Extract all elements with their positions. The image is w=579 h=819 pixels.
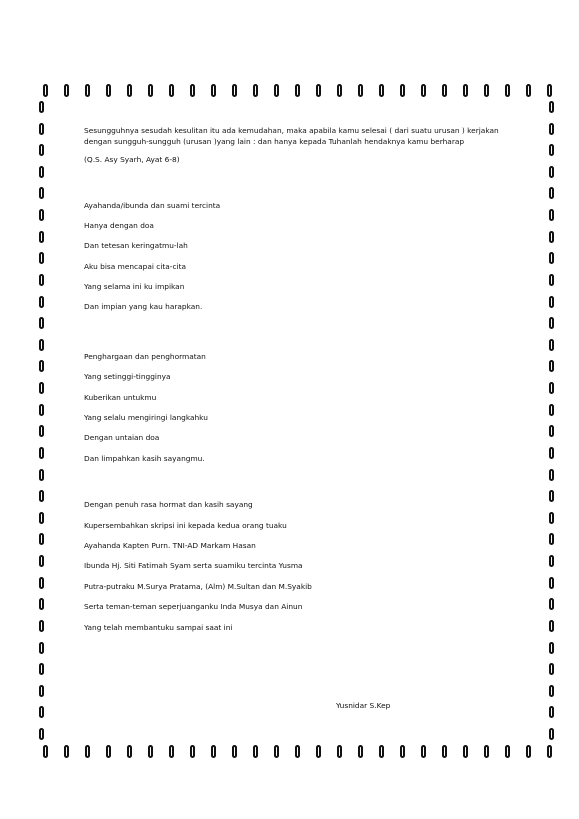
paperclip-icon: [484, 745, 489, 758]
paperclip-icon: [421, 84, 426, 97]
paperclip-icon: [274, 84, 279, 97]
paperclip-icon: [39, 404, 44, 416]
paperclip-icon: [39, 166, 44, 178]
paperclip-icon: [549, 663, 554, 675]
paperclip-icon: [169, 84, 174, 97]
paperclip-icon: [106, 745, 111, 758]
paperclip-icon: [549, 447, 554, 459]
paperclip-icon: [549, 382, 554, 394]
paperclip-icon: [549, 728, 554, 740]
paperclip-icon: [39, 274, 44, 286]
paperclip-icon: [463, 84, 468, 97]
paperclip-icon: [211, 84, 216, 97]
paperclip-icon: [442, 745, 447, 758]
paperclip-icon: [232, 745, 237, 758]
paperclip-icon: [127, 84, 132, 97]
paperclip-icon: [64, 745, 69, 758]
paperclip-icon: [39, 187, 44, 199]
stanza-line: Dengan untaian doa: [84, 433, 160, 443]
paperclip-icon: [43, 84, 48, 97]
paperclip-icon: [358, 84, 363, 97]
paperclip-icon: [400, 745, 405, 758]
paperclip-icon: [39, 577, 44, 589]
paperclip-icon: [547, 745, 552, 758]
paperclip-icon: [505, 745, 510, 758]
quote-reference: (Q.S. Asy Syarh, Ayat 6-8): [84, 155, 180, 164]
paperclip-icon: [484, 84, 489, 97]
paperclip-icon: [549, 512, 554, 524]
paperclip-icon: [316, 745, 321, 758]
paperclip-icon: [39, 663, 44, 675]
stanza-line: Dan limpahkan kasih sayangmu.: [84, 453, 205, 463]
stanza-line: Yang selalu mengiringi langkahku: [84, 413, 208, 423]
paperclip-icon: [85, 84, 90, 97]
paperclip-icon: [549, 274, 554, 286]
paperclip-icon: [549, 620, 554, 632]
stanza-line: Aku bisa mencapai cita-cita: [84, 261, 187, 271]
paperclip-icon: [232, 84, 237, 97]
paperclip-icon: [253, 84, 258, 97]
stanza-line: Ayahanda Kapten Purn. TNI-AD Markam Hasan: [84, 540, 256, 550]
paperclip-icon: [169, 745, 174, 758]
stanza-line: Yang telah membantuku sampai saat ini: [84, 622, 233, 632]
paperclip-icon: [400, 84, 405, 97]
paperclip-icon: [421, 745, 426, 758]
paperclip-icon: [39, 642, 44, 654]
stanza-line: Dan impian yang kau harapkan.: [84, 302, 203, 312]
paperclip-icon: [549, 231, 554, 243]
paperclip-icon: [253, 745, 258, 758]
stanza-3: [84, 500, 524, 643]
paperclip-icon: [549, 685, 554, 697]
paperclip-icon: [39, 231, 44, 243]
paperclip-icon: [39, 512, 44, 524]
paperclip-icon: [39, 382, 44, 394]
paperclip-icon: [549, 101, 554, 113]
stanza-line: Dan tetesan keringatmu-lah: [84, 241, 188, 251]
paperclip-icon: [39, 101, 44, 113]
paperclip-icon: [316, 84, 321, 97]
paperclip-icon: [39, 447, 44, 459]
stanza-line: Serta teman-teman seperjuanganku Inda Musya dan Ainun: [84, 602, 303, 612]
signature: Yusnidar S.Kep: [336, 701, 391, 710]
paperclip-icon: [39, 490, 44, 502]
paperclip-icon: [549, 252, 554, 264]
stanza-1: [84, 201, 524, 323]
paperclip-icon: [39, 144, 44, 156]
paperclip-icon: [379, 745, 384, 758]
paperclip-icon: [549, 490, 554, 502]
paperclip-icon: [549, 425, 554, 437]
paperclip-icon: [39, 296, 44, 308]
stanza-line: Ayahanda/ibunda dan suami tercinta: [84, 200, 221, 210]
paperclip-icon: [190, 84, 195, 97]
paperclip-icon: [39, 685, 44, 697]
paperclip-icon: [39, 360, 44, 372]
paperclip-icon: [549, 317, 554, 329]
paperclip-icon: [39, 598, 44, 610]
paperclip-icon: [549, 166, 554, 178]
paperclip-icon: [127, 745, 132, 758]
paperclip-icon: [211, 745, 216, 758]
stanza-line: Ibunda Hj. Siti Fatimah Syam serta suamiku tercinta Yusma: [84, 561, 303, 571]
paperclip-icon: [39, 123, 44, 135]
paperclip-icon: [549, 123, 554, 135]
paperclip-icon: [39, 533, 44, 545]
paperclip-icon: [549, 339, 554, 351]
paperclip-icon: [190, 745, 195, 758]
stanza-line: Kuberikan untukmu: [84, 392, 157, 402]
paperclip-icon: [337, 745, 342, 758]
paperclip-icon: [39, 317, 44, 329]
paperclip-icon: [549, 555, 554, 567]
paperclip-icon: [549, 577, 554, 589]
paperclip-icon: [549, 706, 554, 718]
paperclip-icon: [148, 745, 153, 758]
stanza-line: Hanya dengan doa: [84, 220, 154, 230]
paperclip-icon: [549, 642, 554, 654]
paperclip-icon: [85, 745, 90, 758]
stanza-line: Yang setinggi-tingginya: [84, 372, 171, 382]
paperclip-icon: [549, 187, 554, 199]
paperclip-icon: [337, 84, 342, 97]
paperclip-icon: [64, 84, 69, 97]
paperclip-icon: [379, 84, 384, 97]
stanza-line: Dengan penuh rasa hormat dan kasih sayang: [84, 500, 253, 510]
paperclip-icon: [43, 745, 48, 758]
stanza-line: Putra-putraku M.Surya Pratama, (Alm) M.Sultan dan M.Syakib: [84, 581, 312, 591]
paperclip-icon: [526, 84, 531, 97]
paperclip-icon: [39, 469, 44, 481]
paperclip-icon: [549, 296, 554, 308]
stanza-2: [84, 352, 524, 474]
dedication-body: [84, 126, 524, 643]
paperclip-icon: [505, 84, 510, 97]
quote-text: Sesungguhnya sesudah kesulitan itu ada kemudahan, maka apabila kamu selesai ( dari suatu urusan ) kerjakan dengan sungguh-sungguh (urusan )yang lain : dan hanya kepada Tuhanlah hendaknya kamu berharap: [84, 126, 499, 146]
paperclip-icon: [549, 598, 554, 610]
paperclip-icon: [549, 144, 554, 156]
paperclip-icon: [442, 84, 447, 97]
stanza-line: Kupersembahkan skripsi ini kepada kedua orang tuaku: [84, 520, 287, 530]
paperclip-icon: [549, 404, 554, 416]
paperclip-icon: [463, 745, 468, 758]
paperclip-icon: [549, 360, 554, 372]
paperclip-icon: [547, 84, 552, 97]
paperclip-icon: [549, 209, 554, 221]
paperclip-icon: [39, 252, 44, 264]
paperclip-icon: [39, 728, 44, 740]
paperclip-icon: [549, 469, 554, 481]
stanza-line: Penghargaan dan penghormatan: [84, 351, 206, 361]
stanza-line: Yang selama ini ku impikan: [84, 282, 185, 292]
paperclip-icon: [39, 706, 44, 718]
paperclip-icon: [39, 425, 44, 437]
paperclip-icon: [358, 745, 363, 758]
paperclip-icon: [549, 533, 554, 545]
paperclip-icon: [295, 84, 300, 97]
paperclip-icon: [39, 339, 44, 351]
paperclip-icon: [274, 745, 279, 758]
paperclip-icon: [148, 84, 153, 97]
paperclip-icon: [295, 745, 300, 758]
paperclip-icon: [526, 745, 531, 758]
paperclip-icon: [39, 209, 44, 221]
paperclip-icon: [39, 620, 44, 632]
paperclip-icon: [39, 555, 44, 567]
paperclip-icon: [106, 84, 111, 97]
